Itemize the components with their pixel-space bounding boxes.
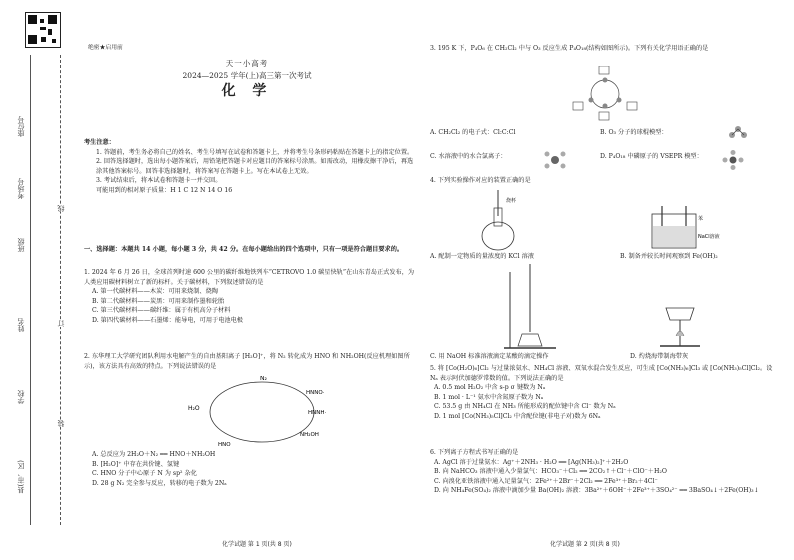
exam-org: 天一小高考 (225, 59, 269, 68)
subject-title: 化 学 (221, 83, 273, 100)
question-5 (430, 364, 780, 422)
note-2: 2. 回答选择题时，选出每小题答案后，用铅笔把答题卡对应题目的答案标号涂黑。如需改动，用橡皮擦干净后，再选涂其他答案标号。回答非选择题时，将答案写在答题卡上。写在本试卷上无效。 (96, 158, 414, 175)
question-2 (84, 352, 418, 371)
note-1: 1. 答题前，考生务必将自己的姓名、考生号填写在试卷和答题卡上，并将考生号条形码粘贴在答题卡上的指定位置。 (96, 148, 414, 156)
reaction-cycle-diagram (182, 376, 342, 448)
label-school: 学校 (17, 390, 25, 404)
apparatus-a-volumetric-flask (458, 188, 538, 254)
q2-stem: 2. 东华理工大学研究团队利用水电解产生的自由基阳离子 [H₂O]⁺，将 N₂ 转化成为 HNO 和 NH₂OH(反应机理如图所示)，该方法具有高效的特点。下列说法错误的是 (84, 353, 410, 370)
label-class: 班级 (17, 238, 25, 252)
q2-option-b: B. [H₂O]⁺ 中存在共价键、氢键 (92, 460, 180, 468)
q6-option-d: D. 向 NH₄Fe(SO₄)₂ 溶液中滴加少量 Ba(OH)₂ 溶液：3Ba²⁺＋6OH⁻＋2Fe³⁺＋3SO₄²⁻ ══ 3BaSO₄↓＋2Fe(OH)₃↓ (434, 487, 759, 495)
q6-option-b: B. 向 NaHCO₃ 溶液中通入少量氯气：HCO₃⁻＋Cl₂ ══ 2CO₂↑＋Cl⁻＋ClO⁻＋H₂O (434, 468, 667, 476)
q3-option-b: B. O₃ 分子的球棍模型： (600, 129, 668, 136)
footer-page-2: 化学试题 第 2 页(共 8 页) (550, 541, 620, 548)
apparatus-d-crucible (650, 296, 710, 350)
q6-option-c: C. 向溴化亚铁溶液中通入足量氯气：2Fe²⁺＋2Br⁻＋2Cl₂ ══ 2Fe³⁺＋Br₂＋4Cl⁻ (434, 477, 658, 485)
question-1 (84, 268, 418, 326)
q3-stem: 3. 195 K 下，P₄O₆ 在 CH₂Cl₂ 中与 O₃ 反应生成 P₄O₁₈(结构如图所示)。下列有关化学用语正确的是 (430, 45, 709, 52)
diag-n2: N₂ (260, 376, 267, 382)
q1-stem: 1. 2024 年 6 月 26 日，全球首列时速 600 公里的碳纤维地铁列车“CETROVO 1.0 碳星快轨”在山东青岛正式发布，为人类应用碳材料树立了新的标杆。关于碳材料，下列叙述错误的是 (84, 269, 415, 286)
question-6 (430, 448, 780, 496)
q4-label-a: A. 配制一定物质的量浓度的 KCl 溶液 (430, 253, 534, 260)
label-nacl: NaCl溶液 (698, 234, 720, 240)
q2-options (84, 450, 418, 488)
q5-option-a: A. 0.5 mol H₂O₂ 中含 s-p σ 键数为 Nₐ (434, 384, 546, 392)
label-district: 县(市、区) (17, 460, 25, 494)
label-benzene: 苯 (698, 216, 704, 222)
notes (84, 138, 418, 196)
q6-stem: 6. 下列离子方程式书写正确的是 (430, 449, 519, 456)
fill-line (30, 55, 31, 525)
q4-label-d: D. 灼烧海带制海带灰 (630, 353, 689, 360)
q6-option-a: A. AgCl 溶于过量氨水：Ag⁺＋2NH₃ · H₂O ══ [Ag(NH₃)₂]⁺＋2H₂O (434, 458, 629, 466)
q3-option-c: C. 水溶液中的水合氯离子： (430, 152, 507, 160)
diag-hno: HNO (218, 442, 231, 448)
q2-option-d: D. 28 g N₂ 完全参与反应，转移的电子数为 2Nₐ (92, 479, 227, 487)
apparatus-c-titration (490, 262, 570, 352)
o3-ball-stick (728, 126, 748, 138)
diag-hnno: HNNO· (306, 390, 325, 396)
vsepr-model (720, 150, 746, 170)
label-seat: 座位号 (17, 116, 25, 137)
secret-mark: 绝密★启用前 (88, 45, 123, 51)
binding-strip (0, 0, 70, 560)
q5-stem: 5. 将 [Co(H₂O)₆]Cl₂ 与过量浓氨水、NH₄Cl 溶液、双氧水混合发生反应，可生成 [Co(NH₃)₆]Cl₃ 或 [Co(NH₃)₅Cl]Cl₂。设 Nₐ 表示阿伏加德罗常数的值。下列说法正确的是 (430, 365, 773, 382)
q1-option-d: D. 第四代碳材料——石墨烯：能导电，可用于电池电极 (92, 317, 243, 325)
q3-option-d: D. P₄O₁₈ 中磷原子的 VSEPR 模型： (600, 152, 703, 160)
q5-option-b: B. 1 mol · L⁻¹ 氨水中含氮原子数为 Nₐ (434, 393, 544, 401)
q1-option-c: C. 第三代碳材料——碳纤维：属于有机高分子材料 (92, 307, 231, 315)
label-beaker: 烧杯 (506, 198, 517, 204)
q2-option-c: C. HNO 分子中心原子 N 为 sp² 杂化 (92, 470, 197, 478)
note-3: 3. 考试结束后，将本试卷和答题卡一并交回。 (96, 177, 222, 185)
cut-line (60, 55, 61, 525)
q5-option-c: C. 53.5 g 由 NH₄Cl 在 NH₃ 所能形成的配位键中含 Cl⁻ 数为 Nₐ (434, 403, 616, 411)
bind-char-2: 订 (57, 320, 65, 327)
exam-name: 2024—2025 学年(上)高三第一次考试 (182, 70, 312, 80)
p4o18-structure (565, 66, 645, 122)
q4-label-c: C. 用 NaOH 标准溶液滴定某酸的滴定操作 (430, 353, 549, 360)
footer-page-1: 化学试题 第 1 页(共 8 页) (222, 541, 292, 548)
qr-code (25, 12, 61, 48)
q2-option-a: A. 总反应为 2H₂O＋N₂ ══ HNO＋NH₂OH (92, 451, 216, 458)
page-2 (430, 0, 790, 560)
bind-char-1: 线 (57, 205, 65, 212)
label-room: 考场号 (17, 178, 25, 199)
hydrated-chloride (542, 150, 568, 170)
q3-option-a: A. CH₂Cl₂ 的电子式：Cl:C:Cl (430, 129, 516, 136)
q4-stem: 4. 下列实验操作对应的装置正确的是 (430, 177, 531, 184)
diag-h2o: H₂O (188, 405, 200, 412)
atom-masses: 可能用到的相对原子质量：H 1 C 12 N 14 O 16 (96, 187, 233, 195)
page-1 (72, 0, 422, 560)
notes-title: 考生注意： (84, 139, 115, 146)
diag-hnnh: HNNH· (308, 410, 327, 416)
apparatus-b-electrolysis (640, 204, 720, 252)
q5-option-d: D. 1 mol [Co(NH₃)₅Cl]Cl₂ 中含配位键(非电子对)数为 6Nₐ (434, 413, 601, 421)
q1-option-b: B. 第二代碳材料——炭黑：可用来制作墨和轮胎 (92, 297, 225, 305)
q4-label-b: B. 制备并较长时间观察到 Fe(OH)₂ (620, 253, 718, 260)
diag-nh2oh: NH₂OH (300, 432, 319, 438)
bind-char-3: 装 (57, 420, 65, 427)
label-name: 姓名 (17, 318, 25, 332)
section-1-title: 一、选择题：本题共 14 小题，每小题 3 分，共 42 分。在每小题给出的四个选项中，只有一项是符合题目要求的。 (84, 246, 404, 253)
q1-option-a: A. 第一代碳材料——木炭：可用来烧制、烧陶 (92, 288, 218, 296)
